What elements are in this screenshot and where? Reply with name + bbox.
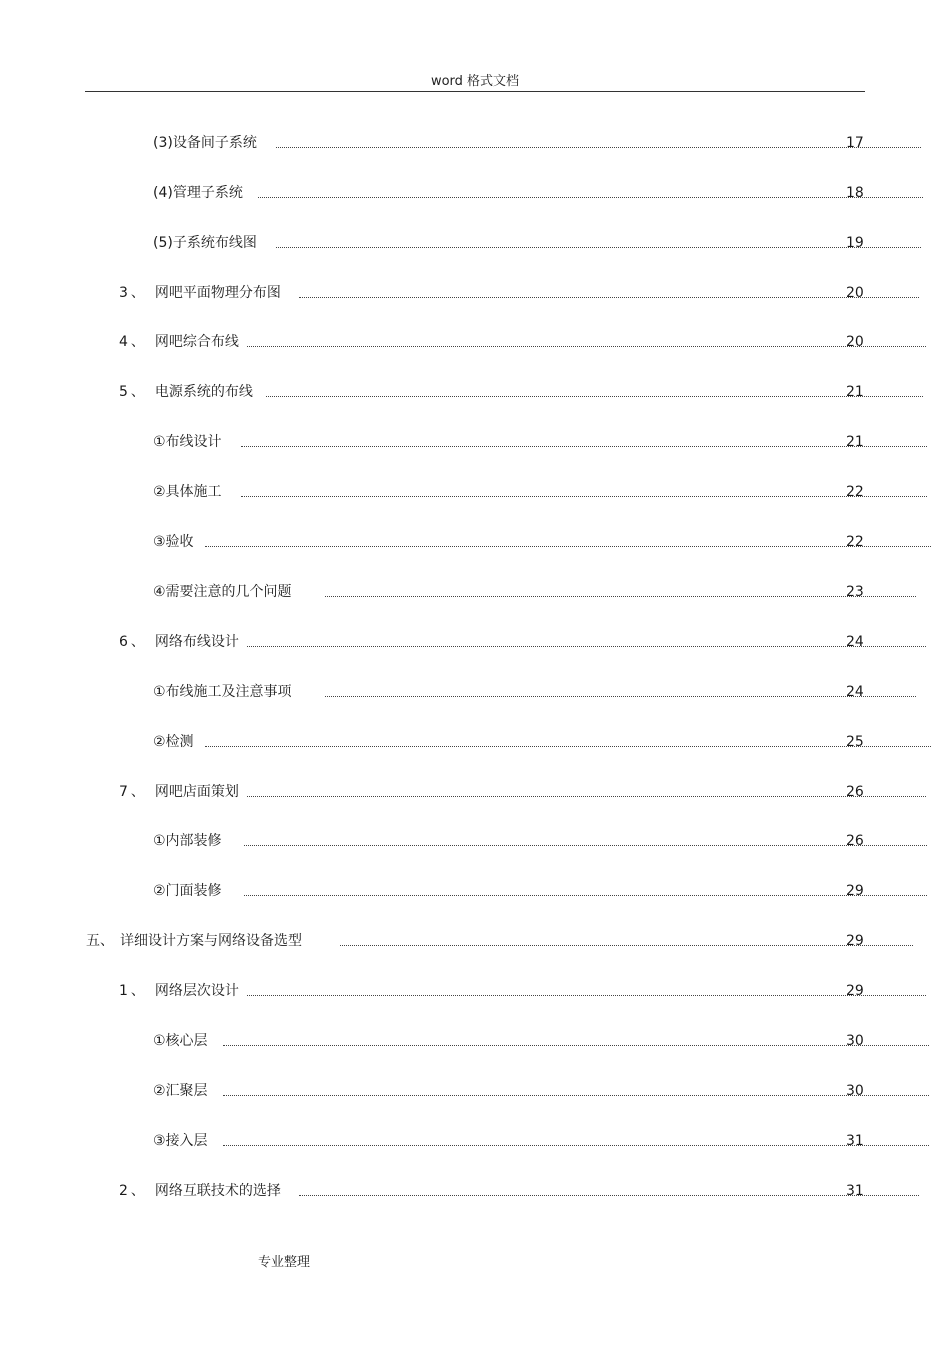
toc-page-number: 23 bbox=[846, 584, 864, 600]
toc-page-number: 30 bbox=[846, 1033, 864, 1049]
toc-leader-dots bbox=[325, 586, 916, 597]
header-title: word 格式文档 bbox=[430, 74, 520, 89]
toc-entry[interactable] bbox=[119, 1181, 864, 1201]
toc-entry-label: 网络互联技术的选择 bbox=[154, 1183, 281, 1199]
toc-leader-dots bbox=[340, 935, 913, 946]
toc-entry[interactable] bbox=[119, 283, 864, 303]
toc-page-number: 21 bbox=[846, 384, 864, 400]
toc-entry[interactable] bbox=[153, 582, 864, 602]
toc-entry-label: ③验收 bbox=[153, 534, 194, 550]
toc-entry-label: ①布线施工及注意事项 bbox=[153, 684, 292, 700]
toc-leader-dots bbox=[205, 736, 931, 747]
toc-page-number: 26 bbox=[846, 784, 864, 800]
toc-page-number: 31 bbox=[846, 1183, 864, 1199]
toc-leader-dots bbox=[247, 985, 926, 996]
toc-entry-separator: 、 bbox=[130, 384, 145, 400]
toc-entry[interactable] bbox=[153, 1031, 864, 1051]
toc-leader-dots bbox=[299, 287, 919, 298]
toc-page-number: 25 bbox=[846, 734, 864, 750]
toc-entry[interactable] bbox=[119, 382, 864, 402]
toc-entry-label: 网络布线设计 bbox=[154, 634, 239, 650]
toc-entry[interactable] bbox=[153, 1081, 864, 1101]
toc-entry-separator: 、 bbox=[130, 1183, 145, 1199]
toc-entry-label: ②检测 bbox=[153, 734, 194, 750]
toc-leader-dots bbox=[205, 536, 931, 547]
toc-entry[interactable] bbox=[119, 632, 864, 652]
toc-page-number: 24 bbox=[846, 634, 864, 650]
toc-leader-dots bbox=[247, 336, 926, 347]
toc-entry-number: 7 bbox=[119, 784, 128, 800]
toc-entry-label: 网络层次设计 bbox=[154, 983, 239, 999]
toc-entry-separator: 、 bbox=[130, 334, 145, 350]
toc-entry[interactable] bbox=[153, 233, 864, 253]
toc-entry-label: ②汇聚层 bbox=[153, 1083, 208, 1099]
toc-entry[interactable] bbox=[153, 432, 864, 452]
toc-page-number: 29 bbox=[846, 933, 864, 949]
toc-entry-label: 网吧店面策划 bbox=[154, 784, 239, 800]
toc-entry-separator: 、 bbox=[130, 784, 145, 800]
toc-entry-label: 详细设计方案与网络设备选型 bbox=[120, 933, 302, 949]
toc-entry[interactable] bbox=[86, 931, 864, 951]
toc-page-number: 19 bbox=[846, 235, 864, 251]
toc-entry-separator: 、 bbox=[130, 634, 145, 650]
toc-page-number: 22 bbox=[846, 534, 864, 550]
toc-leader-dots bbox=[244, 835, 927, 846]
toc-page-number: 29 bbox=[846, 883, 864, 899]
toc-entry[interactable] bbox=[153, 532, 864, 552]
toc-entry-label: (3)设备间子系统 bbox=[153, 135, 257, 151]
toc-entry-label: ①内部装修 bbox=[153, 833, 222, 849]
toc-page-number: 26 bbox=[846, 833, 864, 849]
toc-entry[interactable] bbox=[153, 133, 864, 153]
toc-entry-label: ④需要注意的几个问题 bbox=[153, 584, 292, 600]
toc-leader-dots bbox=[247, 636, 926, 647]
toc-entry-separator: 、 bbox=[100, 933, 114, 949]
toc-leader-dots bbox=[325, 686, 916, 697]
toc-leader-dots bbox=[223, 1085, 929, 1096]
toc-leader-dots bbox=[244, 885, 927, 896]
toc-page-number: 30 bbox=[846, 1083, 864, 1099]
toc-entry[interactable] bbox=[153, 831, 864, 851]
toc-page-number: 22 bbox=[846, 484, 864, 500]
toc-entry[interactable] bbox=[119, 981, 864, 1001]
toc-entry[interactable] bbox=[119, 782, 864, 802]
toc-entry-label: ③接入层 bbox=[153, 1133, 208, 1149]
toc-entry-label: 网吧综合布线 bbox=[154, 334, 239, 350]
toc-leader-dots bbox=[266, 386, 923, 397]
toc-entry-label: ②具体施工 bbox=[153, 484, 222, 500]
toc-entry-separator: 、 bbox=[130, 285, 145, 301]
toc-entry-label: (4)管理子系统 bbox=[153, 185, 243, 201]
toc-entry[interactable] bbox=[153, 732, 864, 752]
toc-leader-dots bbox=[223, 1035, 929, 1046]
toc-leader-dots bbox=[276, 137, 921, 148]
toc-page-number: 31 bbox=[846, 1133, 864, 1149]
toc-entry-number: 4 bbox=[119, 334, 128, 350]
toc-page-number: 24 bbox=[846, 684, 864, 700]
toc-entry[interactable] bbox=[153, 881, 864, 901]
toc-entry-label: ②门面装修 bbox=[153, 883, 222, 899]
toc-entry[interactable] bbox=[119, 332, 864, 352]
toc-leader-dots bbox=[258, 187, 923, 198]
toc-leader-dots bbox=[299, 1185, 919, 1196]
toc-leader-dots bbox=[241, 486, 927, 497]
toc-entry-number: 1 bbox=[119, 983, 128, 999]
toc-entry-label: 网吧平面物理分布图 bbox=[154, 285, 281, 301]
toc-entry-number: 五 bbox=[86, 933, 100, 949]
toc-entry-label: ①布线设计 bbox=[153, 434, 222, 450]
toc-leader-dots bbox=[247, 786, 926, 797]
toc-page-number: 18 bbox=[846, 185, 864, 201]
toc-page-number: 20 bbox=[846, 334, 864, 350]
toc-entry[interactable] bbox=[153, 482, 864, 502]
toc-page-number: 17 bbox=[846, 135, 864, 151]
toc-entry[interactable] bbox=[153, 183, 864, 203]
toc-page-number: 29 bbox=[846, 983, 864, 999]
toc-page-number: 20 bbox=[846, 285, 864, 301]
toc-entry-number: 2 bbox=[119, 1183, 128, 1199]
toc-leader-dots bbox=[223, 1135, 929, 1146]
toc-page-number: 21 bbox=[846, 434, 864, 450]
footer-text: 专业整理 bbox=[258, 1255, 311, 1270]
toc-entry[interactable] bbox=[153, 1131, 864, 1151]
toc-entry-label: 电源系统的布线 bbox=[154, 384, 253, 400]
toc-entry-separator: 、 bbox=[130, 983, 145, 999]
toc-entry-label: (5)子系统布线图 bbox=[153, 235, 257, 251]
toc-entry-label: ①核心层 bbox=[153, 1033, 208, 1049]
toc-entry[interactable] bbox=[153, 682, 864, 702]
toc-entry-number: 3 bbox=[119, 285, 128, 301]
toc-entry-number: 5 bbox=[119, 384, 128, 400]
toc-leader-dots bbox=[241, 436, 927, 447]
toc-entry-number: 6 bbox=[119, 634, 128, 650]
toc-leader-dots bbox=[276, 237, 921, 248]
